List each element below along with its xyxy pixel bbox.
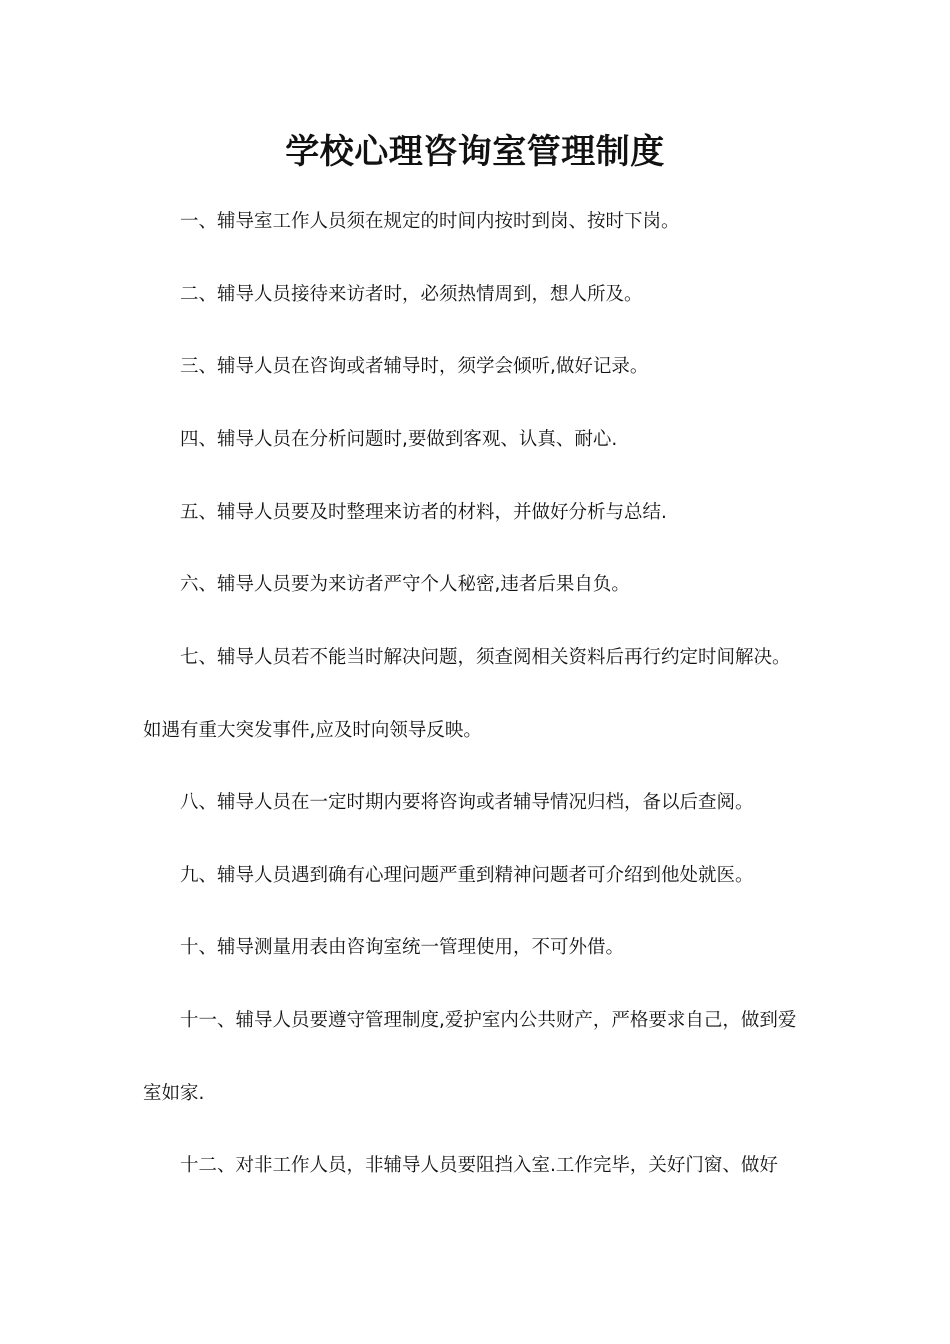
rule-item-12: 十二、对非工作人员，非辅导人员要阻挡入室.工作完毕，关好门窗、做好 xyxy=(180,1155,778,1176)
rule-item-3: 三、辅导人员在咨询或者辅导时，须学会倾听,做好记录。 xyxy=(180,356,649,377)
rule-item-2: 二、辅导人员接待来访者时，必须热情周到，想人所及。 xyxy=(180,284,643,305)
rule-item-9: 九、辅导人员遇到确有心理问题严重到精神问题者可介绍到他处就医。 xyxy=(180,865,754,886)
rule-item-10: 十、辅导测量用表由咨询室统一管理使用，不可外借。 xyxy=(180,937,625,958)
rule-item-11: 十一、辅导人员要遵守管理制度,爱护室内公共财产，严格要求自己，做到爱室如家. xyxy=(143,1010,797,1104)
rule-item-1: 一、辅导室工作人员须在规定的时间内按时到岗、按时下岗。 xyxy=(180,211,680,232)
rule-item-6: 六、辅导人员要为来访者严守个人秘密,违者后果自负。 xyxy=(180,574,630,595)
rule-item-4: 四、辅导人员在分析问题时,要做到客观、认真、耐心. xyxy=(180,429,618,450)
rule-item-8: 八、辅导人员在一定时期内要将咨询或者辅导情况归档，备以后查阅。 xyxy=(180,792,754,813)
rule-item-5: 五、辅导人员要及时整理来访者的材料，并做好分析与总结. xyxy=(180,502,667,523)
rule-item-7: 七、辅导人员若不能当时解决问题，须查阅相关资料后再行约定时间解决。如遇有重大突发事件,应及时向领导反映。 xyxy=(143,647,791,741)
document-title: 学校心理咨询室管理制度 xyxy=(285,132,665,172)
